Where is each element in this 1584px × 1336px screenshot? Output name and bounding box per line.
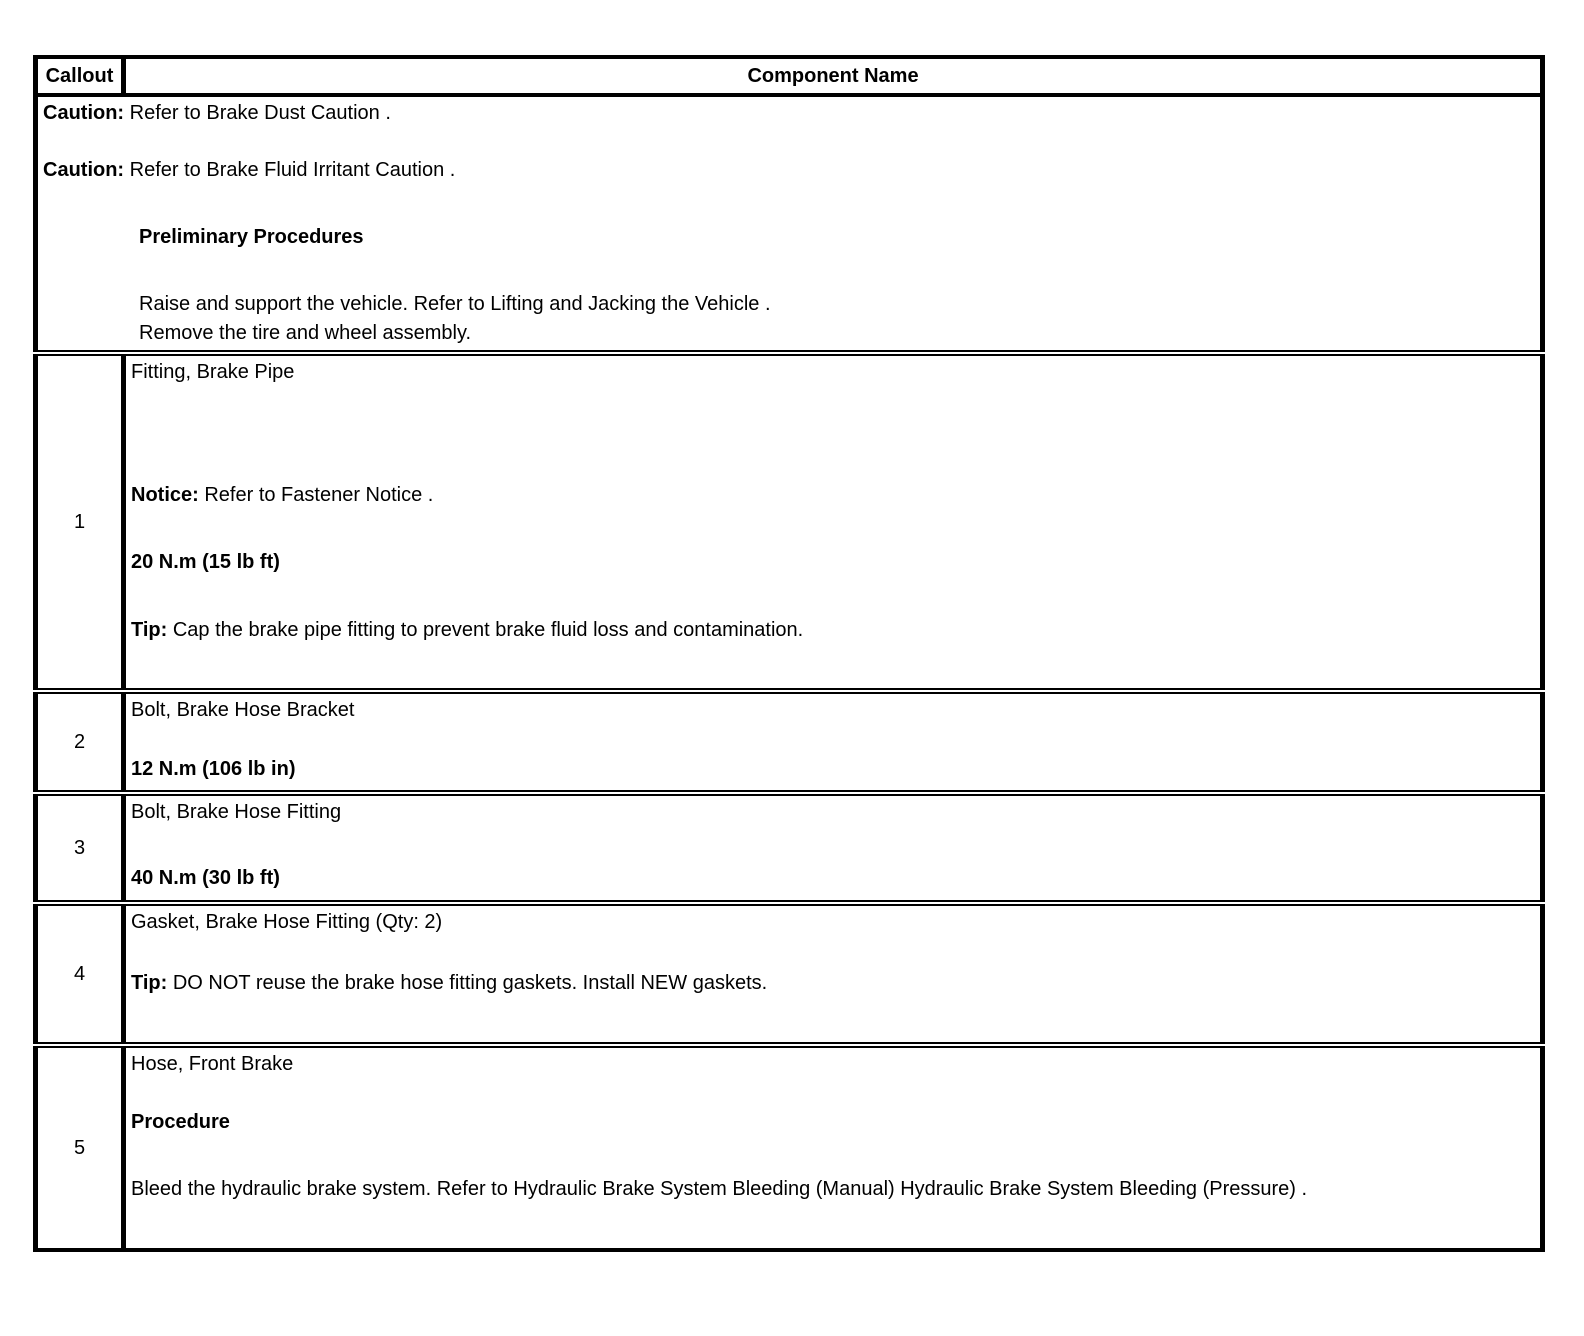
notice-line: [131, 481, 1535, 510]
preamble-cell: [36, 95, 1543, 353]
component-name-column-header: Component Name: [124, 57, 1543, 95]
procedure-text: Bleed the hydraulic brake system. Refer to Hydraulic Brake System Bleeding (Manual) Hydraulic Brake System Bleeding (Pressure) .: [131, 1178, 1308, 1200]
component-cell: [124, 353, 1543, 691]
tip-line: [131, 616, 1535, 645]
tip-text: Cap the brake pipe fitting to prevent brake fluid loss and contamination.: [167, 619, 804, 641]
preamble-row: [36, 95, 1543, 353]
caution-text: Refer to Brake Fluid Irritant Caution .: [124, 159, 456, 181]
table-row: [36, 793, 1543, 903]
procedure-title: Procedure: [131, 1111, 230, 1133]
caution-text: Refer to Brake Dust Caution .: [124, 102, 391, 124]
tip-label: Tip:: [131, 619, 168, 641]
caution-label: Caution:: [43, 102, 125, 124]
callout-number: 4: [36, 903, 124, 1045]
preliminary-procedures-block: [139, 223, 1535, 348]
preliminary-step: Remove the tire and wheel assembly.: [139, 322, 472, 344]
component-name: Hose, Front Brake: [131, 1053, 294, 1075]
torque-spec: 20 N.m (15 lb ft): [131, 551, 280, 573]
callout-number: 3: [36, 793, 124, 903]
component-name: Fitting, Brake Pipe: [131, 361, 295, 383]
component-name: Bolt, Brake Hose Fitting: [131, 801, 342, 823]
table-row: [36, 691, 1543, 793]
torque-spec: 12 N.m (106 lb in): [131, 758, 296, 780]
table-header-row: [36, 57, 1543, 95]
component-name: Gasket, Brake Hose Fitting (Qty: 2): [131, 911, 443, 933]
notice-label: Notice:: [131, 484, 199, 506]
component-cell: [124, 903, 1543, 1045]
tip-label: Tip:: [131, 972, 168, 994]
caution-line-1: [43, 99, 1535, 128]
preliminary-procedures-title: Preliminary Procedures: [139, 226, 364, 248]
table-row: [36, 903, 1543, 1045]
component-name: Bolt, Brake Hose Bracket: [131, 699, 355, 721]
caution-line-2: [43, 156, 1535, 185]
callout-column-header: Callout: [36, 57, 124, 95]
table-row: [36, 1045, 1543, 1250]
torque-spec: 40 N.m (30 lb ft): [131, 867, 280, 889]
component-cell: [124, 793, 1543, 903]
component-cell: [124, 1045, 1543, 1250]
callout-number: 1: [36, 353, 124, 691]
tip-text: DO NOT reuse the brake hose fitting gaskets. Install NEW gaskets.: [167, 972, 768, 994]
preliminary-step: Raise and support the vehicle. Refer to Lifting and Jacking the Vehicle .: [139, 293, 771, 315]
tip-line: [131, 969, 1535, 998]
caution-label: Caution:: [43, 159, 125, 181]
component-cell: [124, 691, 1543, 793]
table-row: [36, 353, 1543, 691]
component-table: [33, 55, 1545, 1252]
notice-text: Refer to Fastener Notice .: [198, 484, 434, 506]
callout-number: 2: [36, 691, 124, 793]
callout-number: 5: [36, 1045, 124, 1250]
